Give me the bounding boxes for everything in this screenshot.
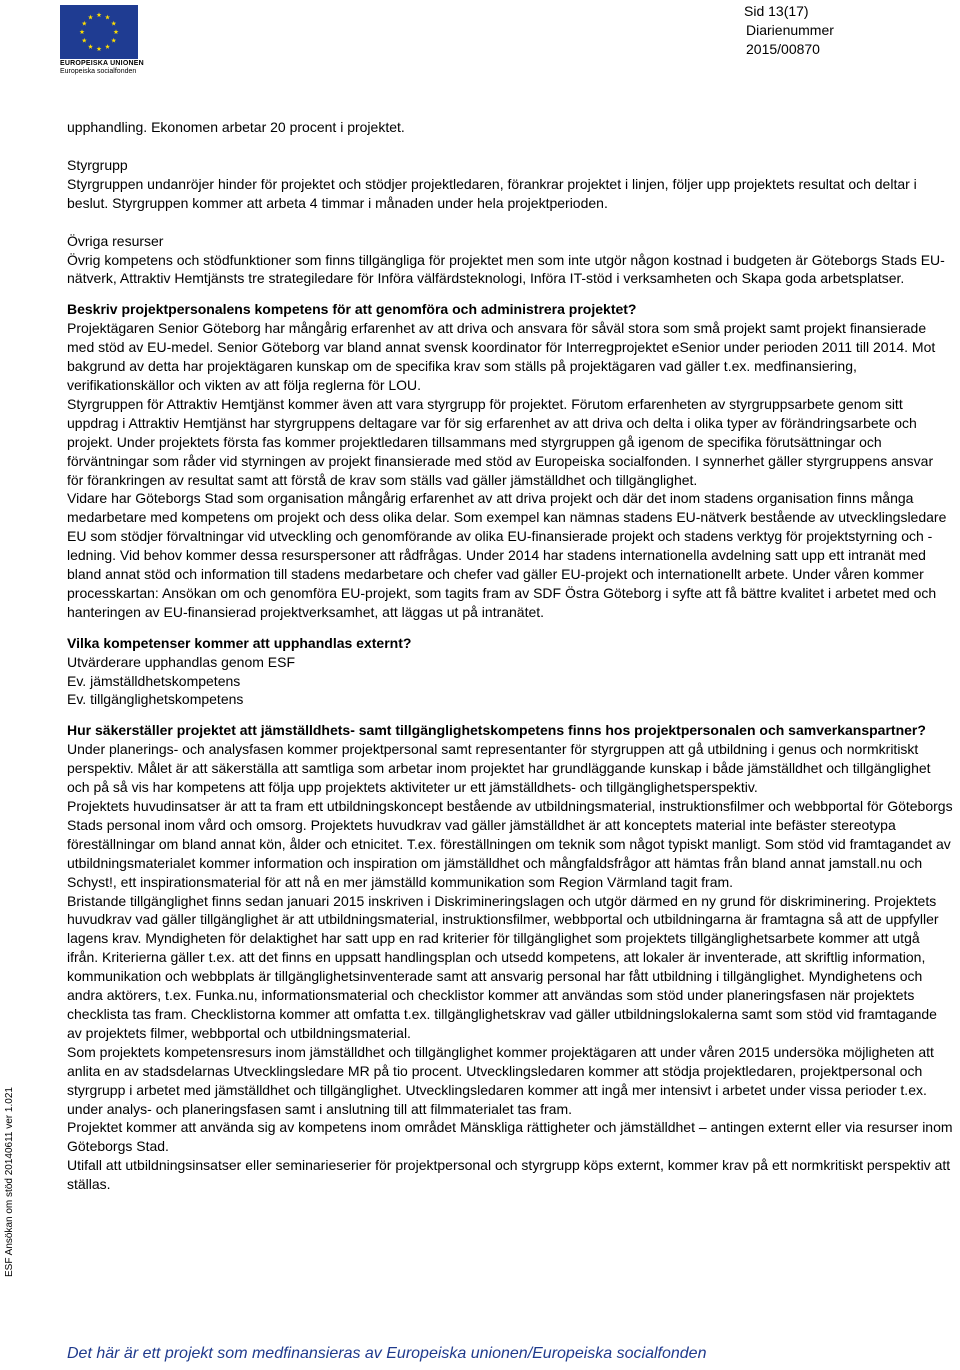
diary-number: 2015/00870	[746, 41, 820, 57]
list-item: Ev. tillgänglighetskompetens	[67, 691, 244, 708]
form-version-sidebar	[4, 1087, 18, 1291]
eu-flag-icon	[60, 5, 138, 59]
paragraph: upphandling. Ekonomen arbetar 20 procent i projektet.	[67, 119, 405, 135]
paragraph: Projektet kommer att använda sig av kompetens inom området Mänskliga rättigheter och jämställdhet – antingen externt eller via resurser inom Göteborgs Stad.	[67, 1119, 953, 1155]
question-heading: Vilka kompetenser kommer att upphandlas externt?	[67, 634, 412, 651]
footer-note: Det här är ett projekt som medfinansieras av Europeiska unionen/Europeiska socialfonden	[67, 1345, 707, 1362]
paragraph: Vidare har Göteborgs Stad som organisation mångårig erfarenhet av att driva projekt och där det inom stadens organisation finns många medarbetare med kompetens om projekt och dess olika delar. Som exempel kan nämnas stadens EU-nätverk bestående av utvecklingsledare EU som stödjer förvaltningar vid utveckling och genomförande av olika EU-finansierade projekt och stadens verktyg för projektstyrning och -ledning. Vid behov kommer dessa resurspersoner att rådfrågas. Under 2014 har stadens internationella avdelning satt upp ett intranät med bland annat stöd och information till stadens medarbetare och chefer vad gäller EU-projekt och internationellt arbete. Under våren kommer processkartan: Ansökan om och genomföra EU-projekt, som tagits fram av SDF Östra Göteborg i syfte att få bättre kvalitet i arbetet med och hanteringen av EU-finansierad projektverksamhet, att läggas ut på intranätet.	[67, 490, 947, 620]
paragraph: Projektets huvudinsatser är att ta fram ett utbildningskoncept bestående av utbildningsmaterial, instruktionsfilmer och webbportal för Göteborgs Stads personal inom vård och omsorg. Projektets huvudkrav vad gäller jämställdhet är att konceptets material inte befäster stereotypa föreställningar om bland annat kön, ålder och etnicitet. T.ex. föreställningen om teknik som något typiskt manligt. Som stöd vid framtagandet av utbildningsmaterialet kommer information och inspiration om jämställdhet och mångfaldsfrågor att hämtas från bland annat jamstall.nu och Schyst!, ett inspirationsmaterial för att nå en mer jämställd kommunikation som Region Värmland tagit fram.	[67, 798, 953, 890]
paragraph: Under planerings- och analysfasen kommer projektpersonal samt representanter för styrgruppen att gå utbildning i genus och normkritiskt perspektiv. Målet är att säkerställa att samtliga som arbetar inom projektet har grundläggande kunskap i både jämställdhet och tillgänglighet och på så vis har kompetens att följa upp projektets aktiviteter ur ett jämställdhets- och tillgänglighetsperspektiv.	[67, 741, 931, 796]
question-heading: Hur säkerställer projektet att jämställdhets- samt tillgänglighetskompetens finns hos projektpersonalen och samverkanspartner?	[67, 722, 926, 739]
form-version-text: ESF Ansökan om stöd 20140611 ver 1.021	[4, 1087, 15, 1277]
page-header	[746, 2, 834, 59]
logo-caption	[60, 60, 144, 76]
paragraph: Styrgruppen undanröjer hinder för projektet och stödjer projektledaren, förankrar projektet i linjen, följer upp projektets resultat och deltar i beslut. Styrgruppen kommer att arbeta 4 timmar i månaden under hela projektperioden.	[67, 175, 917, 211]
question-heading: Beskriv projektpersonalens kompetens för att genomföra och administrera projektet?	[67, 301, 637, 318]
document-body	[67, 118, 953, 1194]
section-heading-styrgrupp: Styrgrupp	[67, 156, 128, 173]
logo-line-1: EUROPEISKA UNIONEN	[60, 60, 144, 67]
page-number: Sid 13(17)	[744, 3, 809, 19]
list-item: Ev. jämställdhetskompetens	[67, 672, 241, 689]
diary-label: Diarienummer	[746, 22, 834, 38]
paragraph: Styrgruppen för Attraktiv Hemtjänst kommer även att vara styrgrupp för projektet. Förutom erfarenheten av styrgruppsarbete genom sitt uppdrag i Attraktiv Hemtjänst har styrgruppens deltagare var för sig erfarenhet av att driva och delta i olika typer av förändringsarbete och projekt. Under projektets första fas kommer projektledaren tillsammans med styrgruppen gå igenom de specifika förutsättningar och förväntningar som råder vid styrningen av projekt finansierade med stöd av Europeiska socialfonden. I synnerhet gäller styrgruppens ansvar för förankringen av resultat samt att förstå de krav som ställs vad gäller jämställdhet och tillgänglighet.	[67, 395, 934, 488]
section-heading-ovriga-resurser: Övriga resurser	[67, 232, 164, 249]
paragraph: Utifall att utbildningsinsatser eller seminarieserier för projektpersonal och styrgrupp köps externt, kommer krav på ett normkritiskt perspektiv att ställas.	[67, 1157, 951, 1193]
paragraph: Projektägaren Senior Göteborg har mångårig erfarenhet av att driva och ansvara för såväl stora som små projekt samt projekt finansierade med stöd av EU-medel. Senior Göteborg var bland annat svensk koordinator för Interregprojektet eSenior under perioden 2011 till 2014. Mot bakgrund av detta har projektägaren kunskap om de specifika krav som ställs på projektägaren vad gäller t.ex. medfinansiering, verifikationskällor och vikten av att följa reglerna för LOU.	[67, 320, 936, 393]
paragraph: Bristande tillgänglighet finns sedan januari 2015 inskriven i Diskrimineringslagen och utgör därmed en ny grund för diskriminering. Projektets huvudkrav vad gäller tillgänglighet är att utbildningsmaterial, instruktionsfilmer, webbportal och utbildningarna är framtagna så att de uppfyller lagens krav. Myndigheten för delaktighet har satt upp en rad kriterier för tillgänglighet som projektets tillgänglighetsarbete kommer att utgå ifrån. Kriterierna gäller t.ex. att det finns en uppsatt handlingsplan och utsedd kompetens, att lokaler är inventerade, att skriftlig information, kommunikation och webbplats är tillgänglighetsinventerade samt att ansvarig personal har fått utbildning i tillgänglighet. Myndighetens och andra aktörers, t.ex. Funka.nu, informationsmaterial och checklistor kommer att användas som stöd under planeringsfasen när projektets checklista tas fram. Checklistorna kommer att omfatta t.ex. tillgänglighetskrav vad gäller utbildningslokalerna samt som stöd vid framtagande av projektets filmer, webbportal och utbildningsmaterial.	[67, 892, 939, 1041]
list-item: Utvärderare upphandlas genom ESF	[67, 653, 296, 670]
logo-line-2: Europeiska socialfonden	[60, 68, 137, 75]
paragraph: Som projektets kompetensresurs inom jämställdhet och tillgänglighet kommer projektägaren att under våren 2015 undersöka möjligheten att anlita en av stadsdelarnas Utvecklingsledare MR på tio procent. Utvecklingsledaren kommer att stödja projektledaren, projektpersonal och styrgrupp i arbetet med jämställdhet och tillgänglighet. Utvecklingsledaren kommer att ingå mer intensivt i arbetet under vissa perioder t.ex. under analys- och planeringsfasen samt i anslutning till att filmmaterialet tas fram.	[67, 1043, 934, 1117]
eu-logo	[60, 5, 144, 77]
paragraph: Övrig kompetens och stödfunktioner som finns tillgängliga för projektet men som inte utgör någon kostnad i budgeten är Göteborgs Stads EU-nätverk, Attraktiv Hemtjänsts tre strategiledare för Införa välfärdsteknologi, Införa IT-stöd i verksamheten och Skapa goda arbetsplatser.	[67, 251, 945, 287]
